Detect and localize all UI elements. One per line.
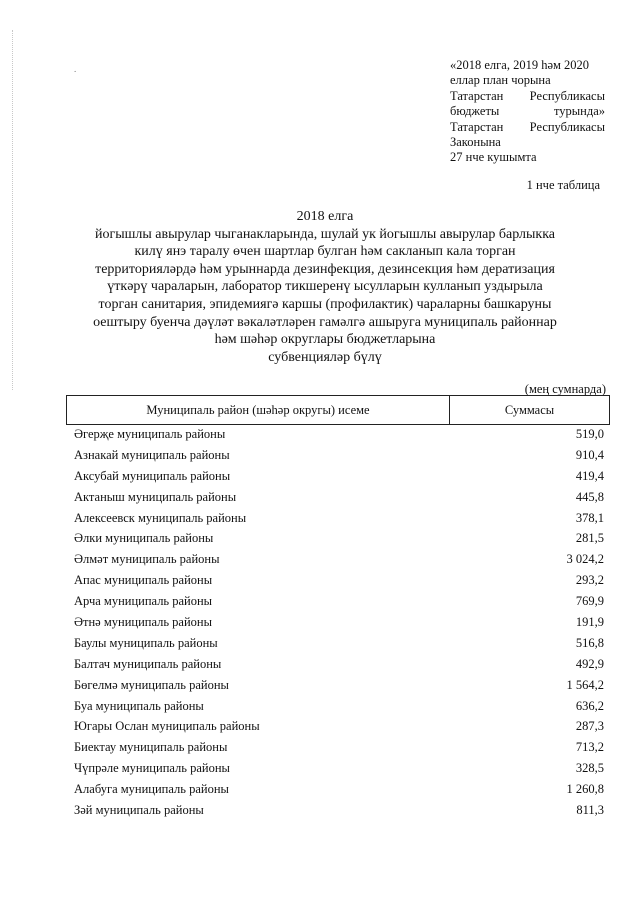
table-row: [74, 675, 604, 696]
table-row: [74, 654, 604, 675]
reference-line: еллар план чорына: [450, 73, 551, 88]
reference-word: турында»: [553, 104, 605, 119]
reference-word: бюджеты: [450, 104, 500, 119]
district-name: Биектау муниципаль районы: [74, 740, 228, 755]
reference-word: Республикасы: [529, 119, 605, 134]
amount: 1 564,2: [566, 677, 604, 692]
amount: 3 024,2: [566, 552, 604, 567]
reference-line: [450, 104, 605, 119]
reference-word: Республикасы: [529, 88, 605, 103]
table-row: [74, 508, 604, 529]
table-row: [74, 716, 604, 737]
amount: 287,3: [575, 719, 604, 734]
table-number: 1 нче таблица: [526, 178, 600, 192]
reference-line: «2018 елга, 2019 һәм 2020: [450, 58, 590, 72]
title-line: килү янэ таралу өчен шартлар булган һәм сакланып кала торган: [134, 244, 516, 260]
reference-word: Татарстан: [450, 119, 504, 134]
table-row: [74, 528, 604, 549]
table-row: [74, 737, 604, 758]
reference-line: 27 нче кушымта: [450, 150, 537, 165]
amount: 519,0: [575, 426, 604, 441]
amount: 636,2: [575, 698, 604, 713]
title-line: үткәрү чараларын, лаборатор тикшеренү ысулларын кулланып уздырыла: [107, 279, 543, 295]
table-row: [74, 612, 604, 633]
amount: 293,2: [575, 573, 604, 588]
district-name: Алексеевск муниципаль районы: [74, 510, 247, 525]
reference-line: [450, 120, 605, 135]
district-name: Бөгелмә муниципаль районы: [74, 677, 229, 692]
table-row: [74, 696, 604, 717]
district-name: Чүпрәле муниципаль районы: [74, 761, 230, 776]
title-line: оештыру буенча дәүләт вәкаләтләрен гамәлгә ашыруга муниципаль районнар: [93, 314, 557, 330]
table-row: [74, 779, 604, 800]
district-name: Буа муниципаль районы: [74, 698, 204, 713]
district-name: Әлки муниципаль районы: [74, 531, 214, 546]
title-line: йогышлы авырулар чыганакларында, шулай ук йогышлы авырулар барлыкка: [94, 226, 556, 242]
district-name: Азнакай муниципаль районы: [74, 447, 230, 462]
table-row: [74, 445, 604, 466]
title-line: территорияләрдә һәм урыннарда дезинфекция, дезинсекция һәм дератизация: [95, 261, 555, 277]
table-row: [74, 633, 604, 654]
unit-label: (мең сумнарда): [524, 382, 606, 396]
header-sum-column: Суммасы: [504, 402, 555, 417]
amount: 769,9: [575, 594, 604, 609]
table-row: [74, 466, 604, 487]
reference-word: Татарстан: [450, 88, 504, 103]
reference-line: [450, 89, 605, 104]
title-line: һәм шәһәр округлары бюджетларына: [214, 332, 436, 348]
district-name: Баулы муниципаль районы: [74, 635, 218, 650]
district-name: Аксубай муниципаль районы: [74, 468, 231, 483]
district-name: Алабуга муниципаль районы: [74, 782, 229, 797]
amount: 281,5: [575, 531, 604, 546]
district-name: Арча муниципаль районы: [74, 594, 213, 609]
district-name: Югары Ослан муниципаль районы: [74, 719, 260, 734]
amount: 328,5: [575, 761, 604, 776]
amount: 419,4: [575, 468, 604, 483]
district-name: Әгерҗе муниципаль районы: [74, 426, 226, 441]
table-row: [74, 549, 604, 570]
reference-line: Законына: [450, 135, 501, 150]
district-name: Әлмәт муниципаль районы: [74, 552, 220, 567]
amount: 492,9: [575, 656, 604, 671]
title-line: торган санитария, эпидемиягә каршы (профилактик) чараларны башкаруны: [98, 296, 552, 312]
amount: 516,8: [575, 635, 604, 650]
amount: 378,1: [575, 510, 604, 525]
table-body: [74, 424, 604, 821]
amount: 191,9: [575, 614, 604, 629]
district-name: Балтач муниципаль районы: [74, 656, 222, 671]
table-row: [74, 570, 604, 591]
header-name-column: Муниципаль район (шәһәр округы) исеме: [67, 396, 450, 424]
table-row: [74, 487, 604, 508]
title-line: субвенцияләр бүлү: [268, 349, 382, 365]
document-title: [80, 208, 570, 366]
table-row: [74, 424, 604, 445]
amount: 811,3: [576, 802, 604, 817]
district-name: Актаныш муниципаль районы: [74, 489, 237, 504]
scan-margin-marks: [12, 30, 17, 390]
table-row: [74, 800, 604, 821]
amount: 445,8: [575, 489, 604, 504]
table-row: [74, 758, 604, 779]
amount: 910,4: [575, 447, 604, 462]
amount: 1 260,8: [566, 782, 604, 797]
law-reference-block: [450, 58, 605, 166]
district-name: Зәй муниципаль районы: [74, 802, 204, 817]
amount: 713,2: [575, 740, 604, 755]
district-name: Апас муниципаль районы: [74, 573, 213, 588]
district-name: Әтнә муниципаль районы: [74, 614, 213, 629]
scan-speck: .: [74, 64, 77, 74]
title-line: 2018 елга: [296, 209, 354, 224]
table-row: [74, 591, 604, 612]
table-header: [66, 395, 610, 425]
